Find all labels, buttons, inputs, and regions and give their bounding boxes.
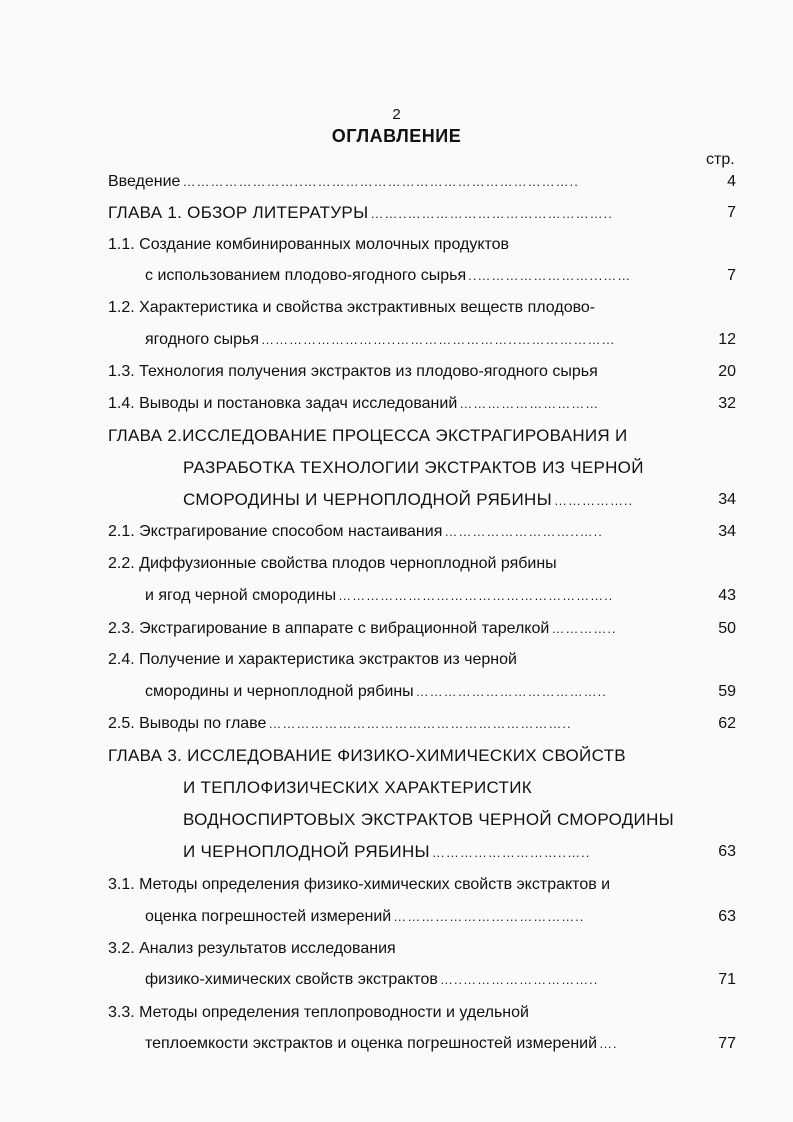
leader-dots: …..……………………….. — [439, 972, 599, 987]
toc-page-number: 4 — [727, 173, 736, 190]
toc-entry-text: 2.3. Экстрагирование в аппарате с вибрационной тарелкой — [108, 620, 550, 637]
leader-dots: …. — [599, 1036, 618, 1051]
toc-entry-3-2-line-1: 3.2. Анализ результатов исследования — [108, 940, 396, 957]
page-column-label: стр. — [706, 151, 735, 168]
leader-dots: …………….. — [553, 493, 634, 508]
toc-entry-text: с использованием плодово-ягодного сырья — [145, 267, 467, 284]
toc-entry-chapter-2-line-1: ГЛАВА 2.ИССЛЕДОВАНИЕ ПРОЦЕССА ЭКСТРАГИРОВАНИЯ И — [108, 426, 628, 445]
toc-page-number: 34 — [718, 491, 736, 508]
toc-entry-3-1-line-1: 3.1. Методы определения физико-химических свойств экстрактов и — [108, 876, 611, 893]
toc-entry-3-3 — [145, 1032, 694, 1056]
toc-page-number: 34 — [718, 523, 736, 540]
toc-entry-text: Введение — [108, 173, 181, 190]
toc-page-number: 63 — [718, 908, 736, 925]
toc-page-number: 77 — [718, 1035, 736, 1052]
toc-page-number: 43 — [718, 587, 736, 604]
toc-entry-text: 1.4. Выводы и постановка задач исследований — [108, 395, 458, 412]
toc-page-number: 12 — [718, 331, 736, 348]
toc-entry-2-2 — [145, 584, 694, 608]
toc-entry-2-4 — [145, 680, 694, 704]
toc-entry-text: смородины и черноплодной рябины — [145, 683, 414, 700]
toc-entry-chapter-3 — [183, 840, 694, 864]
toc-entry-text: 2.5. Выводы по главе — [108, 715, 267, 732]
leader-dots: ……..…………………………………….. — [370, 206, 613, 221]
toc-page-number: 71 — [718, 971, 736, 988]
toc-page-number: 50 — [718, 620, 736, 637]
toc-entry-intro — [108, 170, 694, 194]
toc-entry-chapter-2 — [183, 488, 694, 512]
toc-entry-chapter-2-line-2: РАЗРАБОТКА ТЕХНОЛОГИИ ЭКСТРАКТОВ ИЗ ЧЕРНОЙ — [183, 458, 644, 477]
leader-dots: ………………………..……………………..………………… — [261, 332, 616, 347]
toc-page-number: 7 — [727, 267, 736, 284]
leader-dots: ………………………..….. — [431, 845, 591, 860]
toc-entry-1-2 — [145, 328, 694, 352]
leader-dots: ..……………………...…… — [468, 268, 632, 283]
toc-entry-1-4 — [108, 392, 694, 416]
toc-entry-1-1 — [145, 264, 694, 288]
leader-dots: ………………………..….. — [444, 524, 603, 539]
toc-entry-2-5 — [108, 712, 694, 736]
toc-entry-2-1 — [108, 520, 694, 544]
toc-entry-text: ягодного сырья — [145, 331, 259, 348]
toc-title: ОГЛАВЛЕНИЕ — [331, 126, 462, 146]
toc-entry-chapter-3-line-3: ВОДНОСПИРТОВЫХ ЭКСТРАКТОВ ЧЕРНОЙ СМОРОДИНЫ — [183, 810, 674, 829]
leader-dots: ………………………………………………….. — [338, 588, 614, 603]
leader-dots: ……………………………………………………….. — [268, 716, 572, 731]
toc-entry-text: СМОРОДИНЫ И ЧЕРНОПЛОДНОЙ РЯБИНЫ — [183, 490, 552, 509]
toc-entry-chapter-3-line-2: И ТЕПЛОФИЗИЧЕСКИХ ХАРАКТЕРИСТИК — [183, 778, 532, 797]
toc-page-number: 7 — [727, 204, 736, 221]
leader-dots: ………………………………….. — [393, 909, 585, 924]
leader-dots: ……………………..………………………………………………….. — [182, 174, 579, 189]
leader-dots: ………….. — [551, 621, 617, 636]
toc-entry-text: теплоемкости экстрактов и оценка погрешностей измерений — [145, 1035, 598, 1052]
toc-entry-2-3 — [108, 617, 694, 641]
toc-page-number: 59 — [718, 683, 736, 700]
toc-entry-1-3: 1.3. Технология получения экстрактов из плодово-ягодного сырья — [108, 363, 598, 380]
toc-entry-text: 2.1. Экстрагирование способом настаивания — [108, 523, 443, 540]
toc-entry-3-1 — [145, 905, 694, 929]
toc-page-number: 62 — [718, 715, 736, 732]
toc-entry-text: ГЛАВА 1. ОБЗОР ЛИТЕРАТУРЫ — [108, 203, 369, 222]
page-number: 2 — [392, 106, 401, 123]
toc-entry-text: И ЧЕРНОПЛОДНОЙ РЯБИНЫ — [183, 842, 430, 861]
toc-entry-1-1-line-1: 1.1. Создание комбинированных молочных продуктов — [108, 236, 510, 253]
toc-entry-2-4-line-1: 2.4. Получение и характеристика экстрактов из черной — [108, 651, 517, 668]
toc-entry-3-2 — [145, 968, 694, 992]
toc-entry-text: оценка погрешностей измерений — [145, 908, 392, 925]
toc-entry-text: и ягод черной смородины — [145, 587, 337, 604]
toc-page-number: 20 — [718, 363, 736, 380]
toc-page-number: 63 — [718, 843, 736, 860]
toc-page-number: 32 — [718, 395, 736, 412]
toc-entry-2-2-line-1: 2.2. Диффузионные свойства плодов черноплодной рябины — [108, 555, 557, 572]
toc-entry-1-2-line-1: 1.2. Характеристика и свойства экстрактивных веществ плодово- — [108, 299, 596, 316]
toc-entry-3-3-line-1: 3.3. Методы определения теплопроводности и удельной — [108, 1004, 529, 1021]
leader-dots: ………………………… — [459, 396, 600, 411]
leader-dots: ………………………………….. — [415, 684, 607, 699]
toc-entry-text: физико-химических свойств экстрактов — [145, 971, 438, 988]
toc-entry-chapter-1 — [108, 201, 694, 225]
toc-entry-chapter-3-line-1: ГЛАВА 3. ИССЛЕДОВАНИЕ ФИЗИКО-ХИМИЧЕСКИХ СВОЙСТВ — [108, 746, 626, 765]
